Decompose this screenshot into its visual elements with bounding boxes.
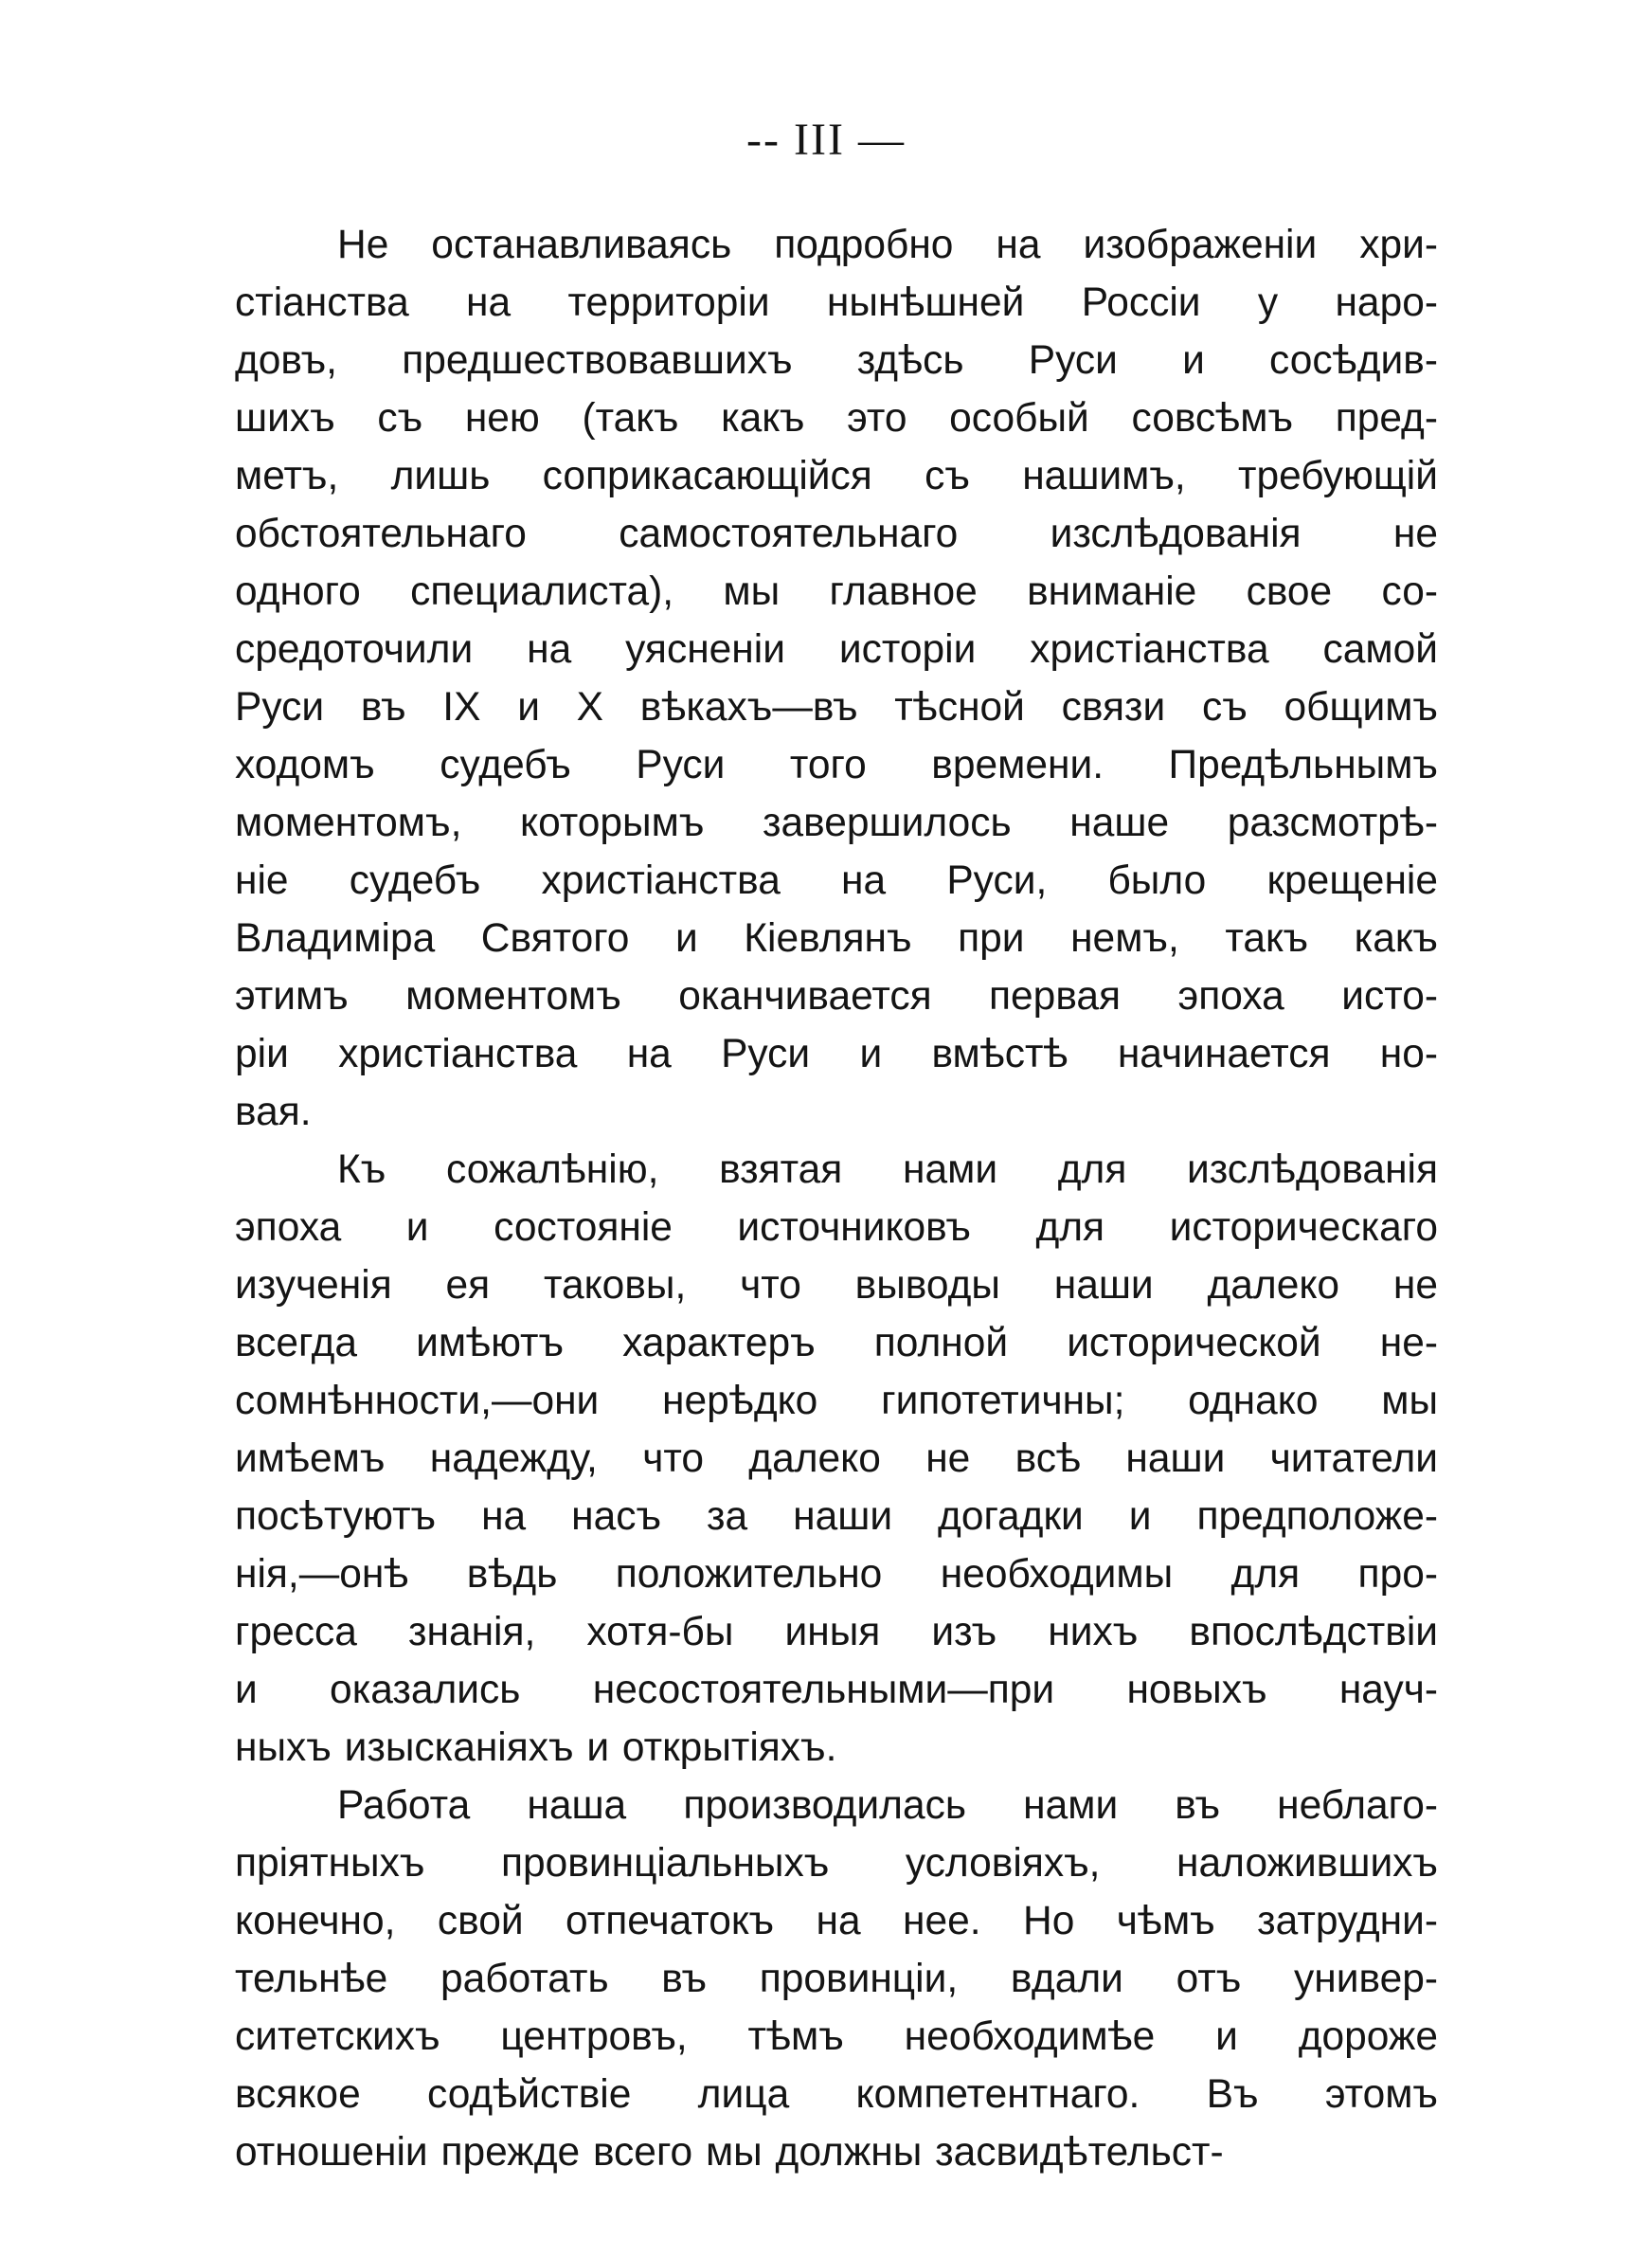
text-line: Не останавливаясь подробно на изображенiи хри- [337,223,1438,267]
text-line: ныхъ изысканiяхъ и открытiяхъ. [235,1725,837,1770]
text-line: конечно, свой отпечатокъ на нее. Но чѣмъ затрудни- [235,1899,1438,1943]
text-line: шихъ съ нею (такъ какъ это особый совсѣмъ пред- [235,396,1438,441]
page-number: -- III — [746,115,906,165]
text-line: эпоха и состоянiе источниковъ для историческаго [235,1205,1438,1250]
paragraph-2 [235,1141,1438,1777]
text-line: изученiя ея таковы, что выводы наши далеко не [235,1263,1438,1308]
text-line: рiи христiанства на Руси и вмѣстѣ начинается но- [235,1032,1438,1076]
text-line: Руси въ IX и X вѣкахъ—въ тѣсной связи съ общимъ [235,685,1438,730]
text-line: этимъ моментомъ оканчивается первая эпоха исто- [235,974,1438,1019]
text-line: тельнѣе работать въ провинцiи, вдали отъ универ- [235,1957,1438,2001]
text-line: Къ сожалѣнiю, взятая нами для изслѣдованiя [337,1147,1438,1192]
body-text [235,216,1438,2181]
text-line: нiе судебъ христiанства на Руси, было крещенiе [235,858,1438,903]
text-line: метъ, лишь соприкасающiйся съ нашимъ, требующiй [235,454,1438,498]
text-line: посѣтуютъ на насъ за наши догадки и предположе- [235,1494,1438,1539]
text-line: моментомъ, которымъ завершилось наше разсмотрѣ- [235,801,1438,845]
text-line: Работа наша производилась нами въ неблаго- [337,1783,1438,1828]
text-line: всякое содѣйствiе лица компетентнаго. Въ этомъ [235,2072,1438,2117]
paragraph-3 [235,1777,1438,2181]
text-line: имѣемъ надежду, что далеко не всѣ наши читатели [235,1436,1438,1481]
text-line: отношенiи прежде всего мы должны засвидѣтельст- [235,2130,1224,2175]
text-line: стiанства на территорiи нынѣшней Россiи у наро- [235,280,1438,325]
text-line: довъ, предшествовавшихъ здѣсь Руси и сосѣдив- [235,338,1438,383]
text-line: Владимiра Святого и Кiевлянъ при немъ, такъ какъ [235,916,1438,961]
text-line: средоточили на уясненiи исторiи христiанства самой [235,627,1438,672]
text-line: ходомъ судебъ Руси того времени. Предѣльнымъ [235,743,1438,787]
text-line: ситетскихъ центровъ, тѣмъ необходимѣе и дороже [235,2014,1438,2059]
text-line: вая. [235,1090,312,1134]
text-line: обстоятельнаго самостоятельнаго изслѣдованiя не [235,512,1438,556]
text-line: сомнѣнности,—они нерѣдко гипотетичны; однако мы [235,1379,1438,1423]
paragraph-1 [235,216,1438,1141]
text-line: нiя,—онѣ вѣдь положительно необходимы для про- [235,1552,1438,1597]
text-line: всегда имѣютъ характеръ полной исторической не- [235,1321,1438,1365]
text-line: прiятныхъ провинцiальныхъ условiяхъ, наложившихъ [235,1841,1438,1886]
text-line: одного специалиста), мы главное вниманiе свое со- [235,569,1438,614]
text-line: гресса знанiя, хотя-бы иныя изъ нихъ впослѣдствiи [235,1610,1438,1654]
text-line: и оказались несостоятельными—при новыхъ науч- [235,1668,1438,1712]
